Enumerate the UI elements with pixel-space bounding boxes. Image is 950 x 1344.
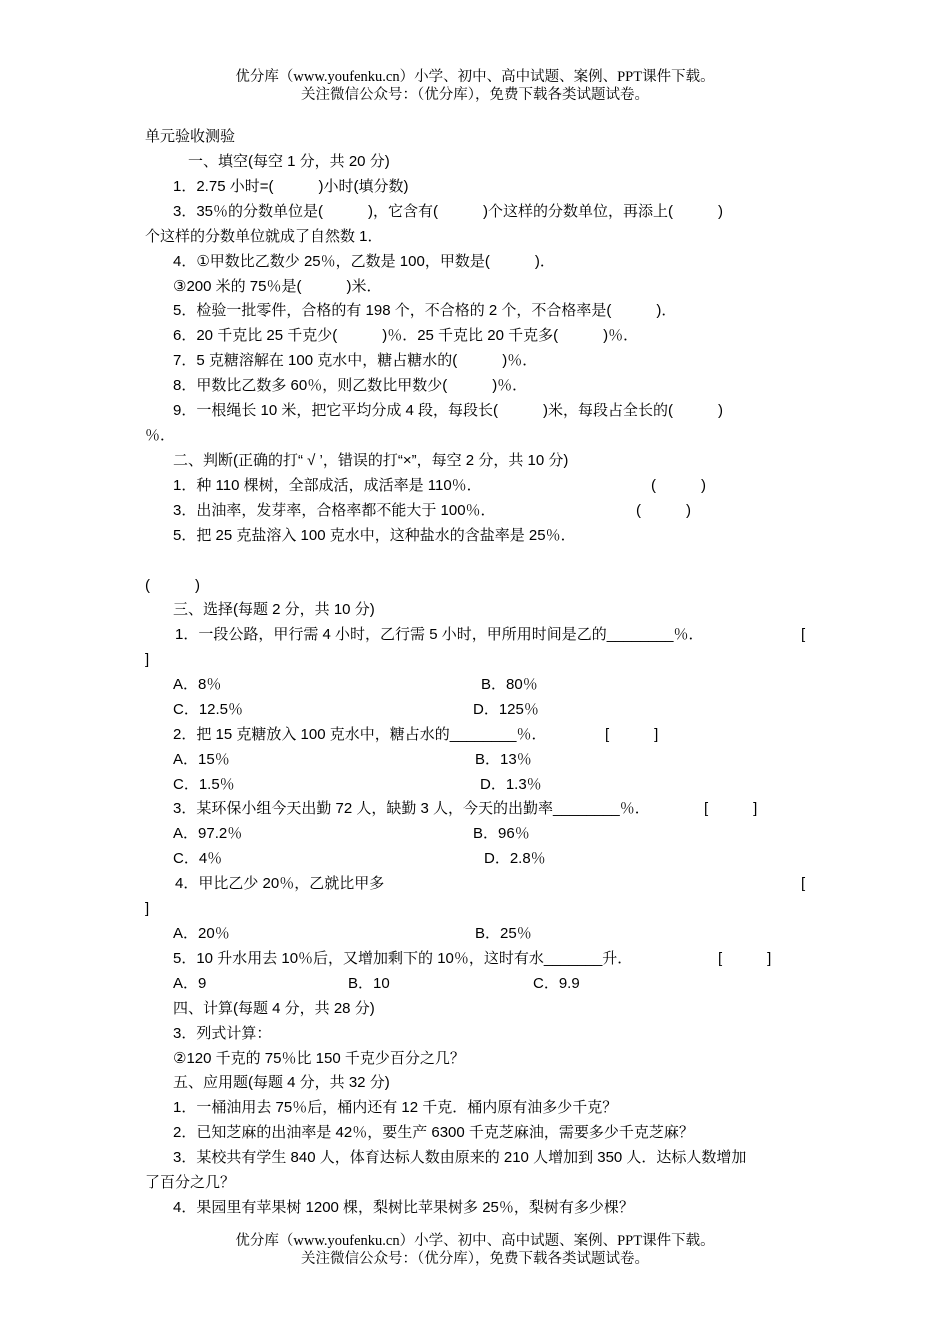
section-3-heading: 三、选择(每题 2 分，共 10 分) (173, 601, 375, 618)
s4-question-3-part-2: ②120 千克的 75％比 150 千克少百分之几？ (173, 1050, 465, 1067)
s3-q4-option-a: A．20％ (173, 925, 230, 942)
header-line-2: 关注微信公众号：（优分库），免费下载各类试题试卷。 (301, 87, 649, 103)
footer-line-2: 关注微信公众号：（优分库），免费下载各类试题试卷。 (301, 1251, 649, 1267)
s2-question-5-answer-paren: ( ) (145, 577, 200, 594)
s3-q5-option-b: B．10 (348, 975, 390, 992)
s2-question-5: 5．把 25 克盐溶入 100 克水中，这种盐水的含盐率是 25％． (173, 527, 576, 544)
s1-question-1: 1．2.75 小时=( )小时(填分数) (173, 178, 409, 195)
s1-question-9-line-2: ％． (145, 427, 176, 444)
s3-q2-option-c: C．1.5％ (173, 776, 235, 793)
page-header (0, 68, 950, 104)
s1-question-4-part-3: ③200 米的 75％是( )米． (173, 278, 382, 295)
footer-line-1: 优分库（www.youfenku.cn）小学、初中、高中试题、案例、PPT课件下载。 (235, 1233, 715, 1249)
s3-q1-option-d: D．125％ (473, 701, 539, 718)
s3-question-3-bracket: [ ] (704, 800, 758, 817)
s3-q3-option-c: C．4％ (173, 850, 223, 867)
s3-q2-option-a: A．15％ (173, 751, 230, 768)
s3-question-1-bracket-close: ] (145, 651, 150, 668)
s3-question-4-bracket-close: ] (145, 900, 150, 917)
s1-question-3-line-1: 3．35％的分数单位是( )，它含有( )个这样的分数单位，再添上( ) (173, 203, 724, 220)
s3-question-2-bracket: [ ] (605, 726, 659, 743)
header-line-1: 优分库（www.youfenku.cn）小学、初中、高中试题、案例、PPT课件下载。 (235, 69, 715, 85)
section-5-heading: 五、应用题(每题 4 分，共 32 分) (173, 1074, 390, 1091)
s3-q1-option-b: B．80％ (481, 676, 538, 693)
s3-question-2: 2．把 15 克糖放入 100 克水中，糖占水的________％． (173, 726, 547, 743)
page-footer (0, 1232, 950, 1268)
s3-question-4-bracket-open: [ (801, 875, 806, 892)
s1-question-6: 6．20 千克比 25 千克少( )％．25 千克比 20 千克多( )％． (173, 327, 639, 344)
s1-question-7: 7．5 克糖溶解在 100 克水中，糖占糖水的( )％． (173, 352, 538, 369)
s3-question-4: 4．甲比乙少 20％，乙就比甲多 (175, 875, 385, 892)
s5-question-3-line-1: 3．某校共有学生 840 人，体育达标人数由原来的 210 人增加到 350 人．达标人数增加 (173, 1149, 747, 1166)
s3-question-5: 5．10 升水用去 10％后，又增加剩下的 10％，这时有水_______升． (173, 950, 633, 967)
s5-question-1: 1．一桶油用去 75％后，桶内还有 12 千克．桶内原有油多少千克？ (173, 1099, 618, 1116)
s3-q5-option-c: C．9.9 (533, 975, 580, 992)
s3-question-1-bracket-open: [ (801, 626, 806, 643)
s1-question-5: 5．检验一批零件，合格的有 198 个，不合格的 2 个，不合格率是( )． (173, 302, 677, 319)
s2-question-3-answer-paren: ( ) (636, 502, 691, 519)
s3-q5-option-a: A．9 (173, 975, 207, 992)
s1-question-4: 4．①甲数比乙数少 25％，乙数是 100，甲数是( )． (173, 253, 555, 270)
s3-question-3: 3．某环保小组今天出勤 72 人，缺勤 3 人，今天的出勤率________％． (173, 800, 650, 817)
s3-q3-option-a: A．97.2％ (173, 825, 243, 842)
s3-q2-option-b: B．13％ (475, 751, 532, 768)
section-1-heading: 一、填空(每空 1 分，共 20 分) (188, 153, 390, 170)
s2-question-1: 1．种 110 棵树，全部成活，成活率是 110％． (173, 477, 482, 494)
s3-q1-option-c: C．12.5％ (173, 701, 244, 718)
doc-title: 单元验收测验 (145, 128, 236, 145)
s3-q3-option-d: D．2.8％ (484, 850, 546, 867)
section-4-heading: 四、计算(每题 4 分，共 28 分) (173, 1000, 375, 1017)
s5-question-3-line-2: 了百分之几？ (145, 1174, 236, 1191)
s3-question-1: 1．一段公路，甲行需 4 小时，乙行需 5 小时，甲所用时间是乙的________％． (175, 626, 704, 643)
section-2-heading: 二、判断(正确的打“ √ ’，错误的打“×”，每空 2 分，共 10 分) (173, 452, 569, 469)
s4-question-3: 3．列式计算： (173, 1025, 272, 1042)
s2-question-1-answer-paren: ( ) (651, 477, 706, 494)
s3-q2-option-d: D．1.3％ (480, 776, 542, 793)
s3-q1-option-a: A．8％ (173, 676, 222, 693)
s1-question-3-line-2: 个这样的分数单位就成了自然数 1． (145, 228, 383, 245)
s1-question-9-line-1: 9．一根绳长 10 米，把它平均分成 4 段，每段长( )米，每段占全长的( ) (173, 402, 724, 419)
s2-question-3: 3．出油率，发芽率，合格率都不能大于 100％． (173, 502, 496, 519)
s3-q3-option-b: B．96％ (473, 825, 530, 842)
s3-question-5-bracket: [ ] (718, 950, 772, 967)
s5-question-4: 4．果园里有苹果树 1200 棵，梨树比苹果树多 25％，梨树有多少棵？ (173, 1199, 634, 1216)
s1-question-8: 8．甲数比乙数多 60％，则乙数比甲数少( )％． (173, 377, 528, 394)
s5-question-2: 2．已知芝麻的出油率是 42％，要生产 6300 千克芝麻油，需要多少千克芝麻？ (173, 1124, 694, 1141)
s3-q4-option-b: B．25％ (475, 925, 532, 942)
